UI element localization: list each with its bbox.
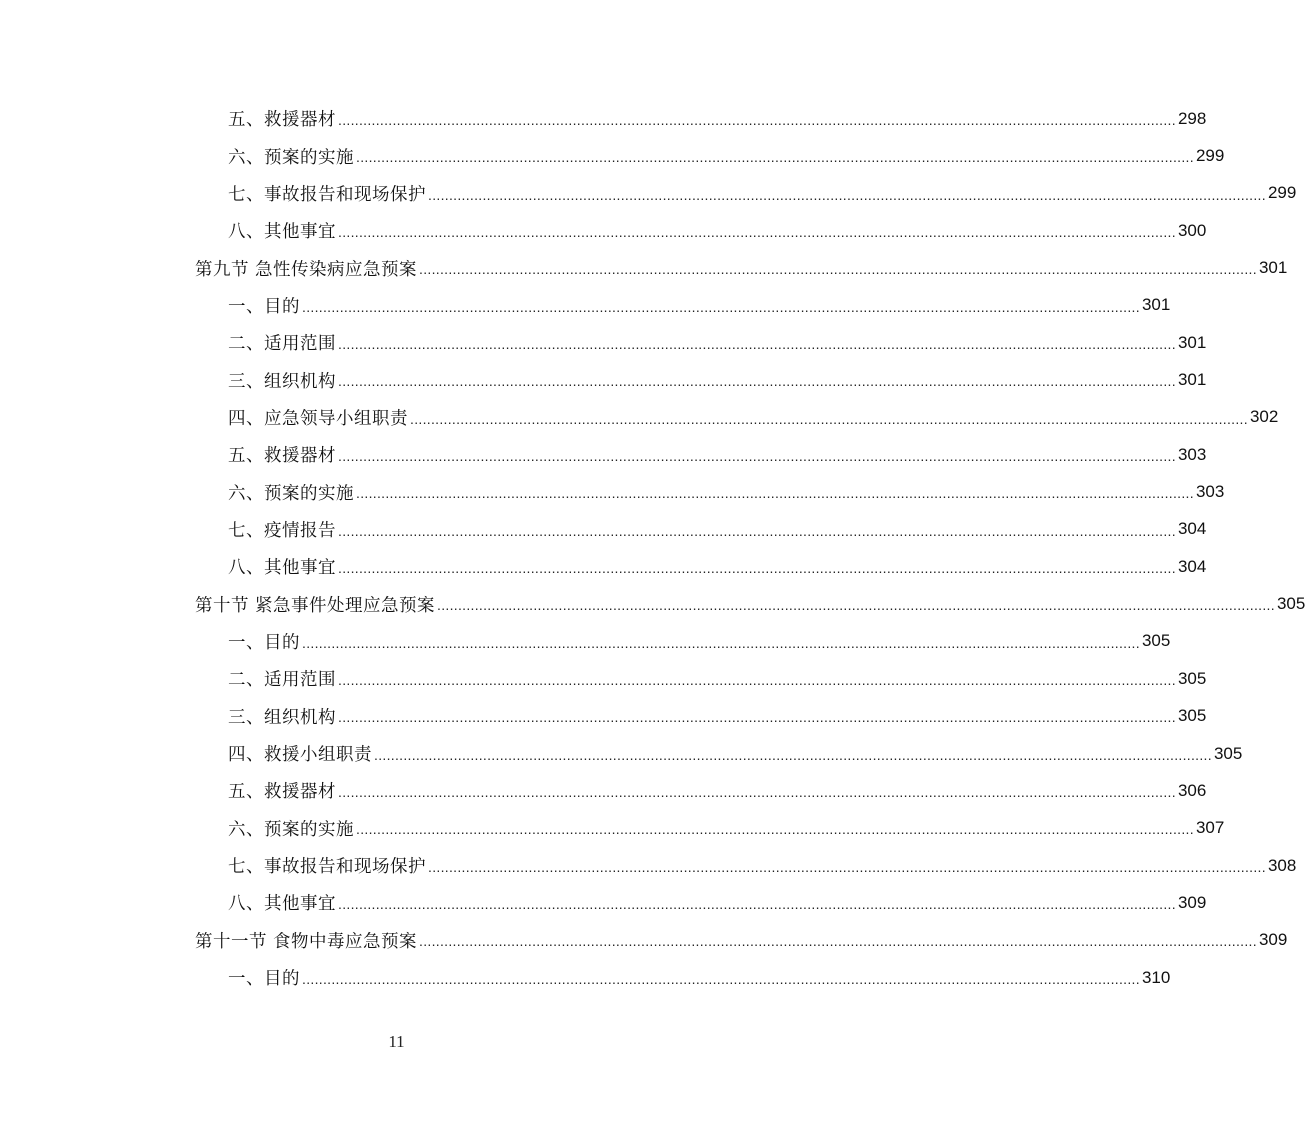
dot-leader: ........................................................................................................................................................................................................: [338, 373, 1176, 390]
toc-entry-number: 一、: [228, 969, 264, 990]
dot-leader: ........................................................................................................................................................................................................: [419, 933, 1257, 950]
toc-entry-title: 目的: [264, 969, 300, 990]
toc-entry-label: [228, 965, 300, 990]
toc-entry-number: 二、: [228, 334, 264, 355]
toc-entry[interactable]: [195, 436, 1207, 473]
toc-entry-title: 应急领导小组职责: [264, 408, 408, 429]
dot-leader: ........................................................................................................................................................................................................: [338, 111, 1176, 128]
toc-entry-label: [228, 741, 372, 766]
toc-entry-label: [228, 218, 336, 243]
toc-entry[interactable]: [195, 623, 1171, 660]
toc-entry-number: 三、: [228, 707, 264, 728]
toc-entry-number: 五、: [228, 110, 264, 131]
dot-leader: ........................................................................................................................................................................................................: [302, 634, 1140, 651]
toc-entry-number: 四、: [228, 745, 264, 766]
toc-entry-title: 救援器材: [264, 446, 336, 467]
toc-entry-number: 一、: [228, 296, 264, 317]
toc-section-number: 第十一节: [195, 931, 267, 952]
dot-leader: ........................................................................................................................................................................................................: [338, 223, 1176, 240]
toc-entry[interactable]: [195, 548, 1207, 585]
toc-entry-number: 五、: [228, 782, 264, 803]
toc-entry-page: 301: [1177, 370, 1207, 390]
toc-section-number: 第十节: [195, 595, 249, 616]
toc-entry-label: [228, 442, 336, 467]
toc-entry-page: 305: [1141, 631, 1171, 651]
toc-entry-page: 308: [1267, 855, 1297, 875]
toc-entry[interactable]: [195, 287, 1171, 324]
dot-leader: ........................................................................................................................................................................................................: [356, 485, 1194, 502]
toc-entry-title: 组织机构: [264, 707, 336, 728]
toc-entry-page: 300: [1177, 220, 1207, 240]
toc-entry-number: 六、: [228, 819, 264, 840]
toc-entry-page: 304: [1177, 519, 1207, 539]
toc-entry-page: 303: [1177, 444, 1207, 464]
toc-entry-label: [228, 144, 354, 169]
toc-entry[interactable]: [195, 212, 1207, 249]
toc-entry-page: 309: [1258, 930, 1288, 950]
toc-entry[interactable]: [195, 660, 1207, 697]
toc-entry-label: [228, 293, 300, 318]
toc-entry[interactable]: [195, 511, 1207, 548]
toc-entry[interactable]: [195, 810, 1225, 847]
toc-entry-number: 二、: [228, 670, 264, 691]
toc-entry-label: [228, 853, 426, 878]
toc-entry-page: 299: [1267, 183, 1297, 203]
dot-leader: ........................................................................................................................................................................................................: [338, 784, 1176, 801]
dot-leader: ........................................................................................................................................................................................................: [428, 858, 1266, 875]
dot-leader: ........................................................................................................................................................................................................: [437, 597, 1275, 614]
toc-entry[interactable]: [195, 959, 1171, 996]
dot-leader: ........................................................................................................................................................................................................: [338, 709, 1176, 726]
toc-section-entry[interactable]: [195, 922, 1288, 959]
dot-leader: ........................................................................................................................................................................................................: [338, 896, 1176, 913]
dot-leader: ........................................................................................................................................................................................................: [338, 522, 1176, 539]
toc-entry-title: 适用范围: [264, 670, 336, 691]
toc-entry-page: 299: [1195, 146, 1225, 166]
dot-leader: ........................................................................................................................................................................................................: [374, 746, 1212, 763]
toc-entry[interactable]: [195, 884, 1207, 921]
toc-entry-label: [195, 592, 435, 617]
dot-leader: ........................................................................................................................................................................................................: [356, 149, 1194, 166]
table-of-contents: [195, 100, 1305, 996]
toc-entry-title: 目的: [264, 632, 300, 653]
toc-section-entry[interactable]: [195, 249, 1288, 286]
toc-entry[interactable]: [195, 698, 1207, 735]
toc-entry-number: 六、: [228, 483, 264, 504]
toc-entry-title: 预案的实施: [264, 819, 354, 840]
toc-entry-label: [228, 890, 336, 915]
toc-entry-title: 其他事宜: [264, 222, 336, 243]
toc-entry-title: 救援器材: [264, 110, 336, 131]
toc-entry[interactable]: [195, 361, 1207, 398]
toc-entry-page: 305: [1177, 706, 1207, 726]
toc-entry-label: [228, 778, 336, 803]
toc-entry-page: 305: [1276, 594, 1305, 614]
toc-entry-label: [228, 816, 354, 841]
toc-entry-title: 目的: [264, 296, 300, 317]
toc-entry-label: [228, 704, 336, 729]
toc-entry-title: 其他事宜: [264, 894, 336, 915]
toc-entry-page: 301: [1141, 295, 1171, 315]
toc-entry-number: 四、: [228, 408, 264, 429]
toc-entry-title: 紧急事件处理应急预案: [255, 595, 435, 616]
toc-entry-page: 298: [1177, 108, 1207, 128]
toc-entry[interactable]: [195, 473, 1225, 510]
toc-entry-number: 七、: [228, 184, 264, 205]
toc-section-entry[interactable]: [195, 585, 1305, 622]
dot-leader: ........................................................................................................................................................................................................: [338, 447, 1176, 464]
toc-entry-page: 302: [1249, 407, 1279, 427]
toc-entry-label: [228, 181, 426, 206]
toc-entry-title: 预案的实施: [264, 483, 354, 504]
toc-entry[interactable]: [195, 399, 1279, 436]
toc-entry-number: 八、: [228, 558, 264, 579]
toc-entry[interactable]: [195, 735, 1243, 772]
toc-entry-number: 五、: [228, 446, 264, 467]
toc-entry-page: 303: [1195, 482, 1225, 502]
toc-entry-page: 305: [1177, 668, 1207, 688]
toc-entry[interactable]: [195, 137, 1225, 174]
toc-entry[interactable]: [195, 175, 1297, 212]
dot-leader: ........................................................................................................................................................................................................: [338, 335, 1176, 352]
toc-entry-title: 急性传染病应急预案: [255, 259, 417, 280]
toc-entry-title: 其他事宜: [264, 558, 336, 579]
toc-entry-label: [228, 629, 300, 654]
toc-entry-number: 六、: [228, 147, 264, 168]
toc-entry-number: 七、: [228, 520, 264, 541]
toc-entry-number: 八、: [228, 894, 264, 915]
toc-entry-page: 309: [1177, 892, 1207, 912]
toc-entry[interactable]: [195, 100, 1207, 137]
dot-leader: ........................................................................................................................................................................................................: [338, 560, 1176, 576]
toc-entry[interactable]: [195, 324, 1207, 361]
toc-entry-label: [228, 517, 336, 542]
toc-entry-page: 307: [1195, 818, 1225, 838]
toc-entry-page: 306: [1177, 780, 1207, 800]
toc-entry-number: 七、: [228, 857, 264, 878]
toc-entry-number: 八、: [228, 222, 264, 243]
dot-leader: ........................................................................................................................................................................................................: [419, 261, 1257, 278]
toc-entry-title: 救援小组职责: [264, 745, 372, 766]
dot-leader: ........................................................................................................................................................................................................: [338, 672, 1176, 689]
toc-entry-label: [195, 256, 417, 281]
toc-entry-label: [228, 330, 336, 355]
toc-entry-label: [228, 554, 336, 579]
toc-entry-page: 304: [1177, 556, 1207, 576]
toc-entry-title: 组织机构: [264, 371, 336, 392]
dot-leader: ........................................................................................................................................................................................................: [428, 186, 1266, 203]
dot-leader: ........................................................................................................................................................................................................: [356, 821, 1194, 838]
toc-entry-title: 救援器材: [264, 782, 336, 803]
toc-entry-title: 疫情报告: [264, 520, 336, 541]
toc-entry-label: [195, 928, 417, 953]
toc-entry[interactable]: [195, 847, 1297, 884]
toc-section-number: 第九节: [195, 259, 249, 280]
page-number: 11: [388, 1032, 405, 1051]
toc-entry-number: 一、: [228, 632, 264, 653]
toc-entry-label: [228, 106, 336, 131]
dot-leader: ........................................................................................................................................................................................................: [302, 298, 1140, 315]
dot-leader: ........................................................................................................................................................................................................: [302, 970, 1140, 987]
toc-entry-page: 301: [1258, 258, 1288, 278]
toc-entry[interactable]: [195, 772, 1207, 809]
toc-entry-title: 事故报告和现场保护: [264, 184, 426, 205]
toc-entry-label: [228, 666, 336, 691]
toc-entry-number: 三、: [228, 371, 264, 392]
toc-entry-label: [228, 405, 408, 430]
toc-entry-page: 305: [1213, 743, 1243, 763]
toc-entry-title: 预案的实施: [264, 147, 354, 168]
toc-entry-label: [228, 368, 336, 393]
toc-entry-page: 301: [1177, 332, 1207, 352]
toc-entry-page: 310: [1141, 967, 1171, 987]
toc-entry-title: 食物中毒应急预案: [273, 931, 417, 952]
toc-entry-title: 适用范围: [264, 334, 336, 355]
toc-entry-label: [228, 480, 354, 505]
toc-entry-title: 事故报告和现场保护: [264, 857, 426, 878]
dot-leader: ........................................................................................................................................................................................................: [410, 410, 1248, 427]
